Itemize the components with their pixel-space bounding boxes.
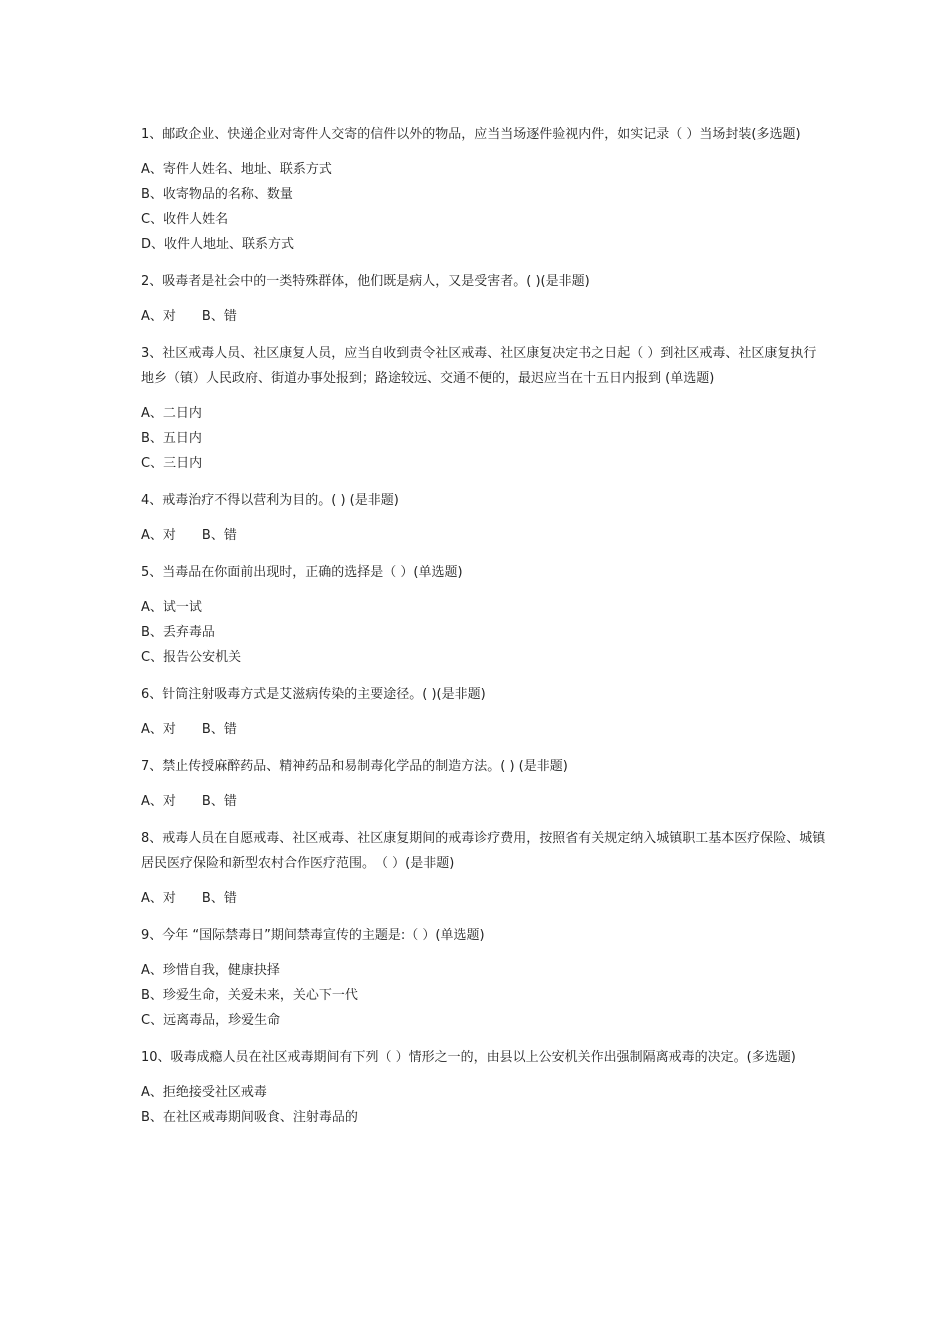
option-item: B、在社区戒毒期间吸食、注射毒品的	[141, 1110, 358, 1125]
document-page	[141, 122, 826, 1142]
option-item: B、珍爱生命，关爱未来，关心下一代	[141, 988, 358, 1003]
option-item: B、错	[201, 309, 237, 324]
question-5-options	[141, 595, 826, 670]
option-item: C、远离毒品，珍爱生命	[141, 1013, 281, 1028]
option-item: A、对	[141, 309, 176, 324]
question-1: 1、邮政企业、快递企业对寄件人交寄的信件以外的物品，应当当场逐件验视内件，如实记录（ ）当场封装(多选题)	[141, 127, 801, 142]
question-1-options	[141, 157, 826, 257]
option-item: A、试一试	[141, 600, 202, 615]
option-item: B、错	[201, 528, 237, 543]
question-4-options	[141, 523, 826, 548]
question-6: 6、针筒注射吸毒方式是艾滋病传染的主要途径。( )(是非题)	[141, 687, 486, 702]
option-item: B、错	[201, 891, 237, 906]
question-3-options	[141, 401, 826, 476]
question-7: 7、禁止传授麻醉药品、精神药品和易制毒化学品的制造方法。( ) (是非题)	[141, 759, 568, 774]
option-item: A、对	[141, 794, 176, 809]
option-item: D、收件人地址、联系方式	[141, 237, 295, 252]
question-10: 10、吸毒成瘾人员在社区戒毒期间有下列（ ）情形之一的，由县以上公安机关作出强制隔离戒毒的决定。(多选题)	[141, 1050, 796, 1065]
option-item: B、错	[201, 722, 237, 737]
question-5: 5、当毒品在你面前出现时，正确的选择是（ ）(单选题)	[141, 565, 463, 580]
option-item: B、收寄物品的名称、数量	[141, 187, 293, 202]
option-item: A、对	[141, 528, 176, 543]
question-9: 9、今年 “国际禁毒日”期间禁毒宣传的主题是:（ ）(单选题)	[141, 928, 485, 943]
option-item: A、拒绝接受社区戒毒	[141, 1085, 267, 1100]
question-8: 8、戒毒人员在自愿戒毒、社区戒毒、社区康复期间的戒毒诊疗费用，按照省有关规定纳入城镇职工基本医疗保险、城镇居民医疗保险和新型农村合作医疗范围。 （ ）(是非题)	[141, 831, 826, 871]
option-item: B、五日内	[141, 431, 202, 446]
option-item: A、寄件人姓名、地址、联系方式	[141, 162, 332, 177]
option-item: B、错	[201, 794, 237, 809]
question-2: 2、吸毒者是社会中的一类特殊群体，他们既是病人，又是受害者。( )(是非题)	[141, 274, 590, 289]
question-8-options	[141, 886, 826, 911]
option-item: A、二日内	[141, 406, 202, 421]
question-2-options	[141, 304, 826, 329]
option-item: C、三日内	[141, 456, 203, 471]
option-item: B、丢弃毒品	[141, 625, 215, 640]
option-item: C、报告公安机关	[141, 650, 242, 665]
option-item: A、珍惜自我，健康抉择	[141, 963, 280, 978]
question-9-options	[141, 958, 826, 1033]
option-item: A、对	[141, 891, 176, 906]
question-3: 3、社区戒毒人员、社区康复人员，应当自收到责令社区戒毒、社区康复决定书之日起（ ）到社区戒毒、社区康复执行地乡（镇）人民政府、街道办事处报到；路途较远、交通不便的，最迟应当在十五日内报到 (单选题)	[141, 346, 817, 386]
question-4: 4、戒毒治疗不得以营利为目的。( ) (是非题)	[141, 493, 399, 508]
option-item: C、收件人姓名	[141, 212, 229, 227]
question-10-options	[141, 1080, 826, 1130]
question-6-options	[141, 717, 826, 742]
option-item: A、对	[141, 722, 176, 737]
question-7-options	[141, 789, 826, 814]
